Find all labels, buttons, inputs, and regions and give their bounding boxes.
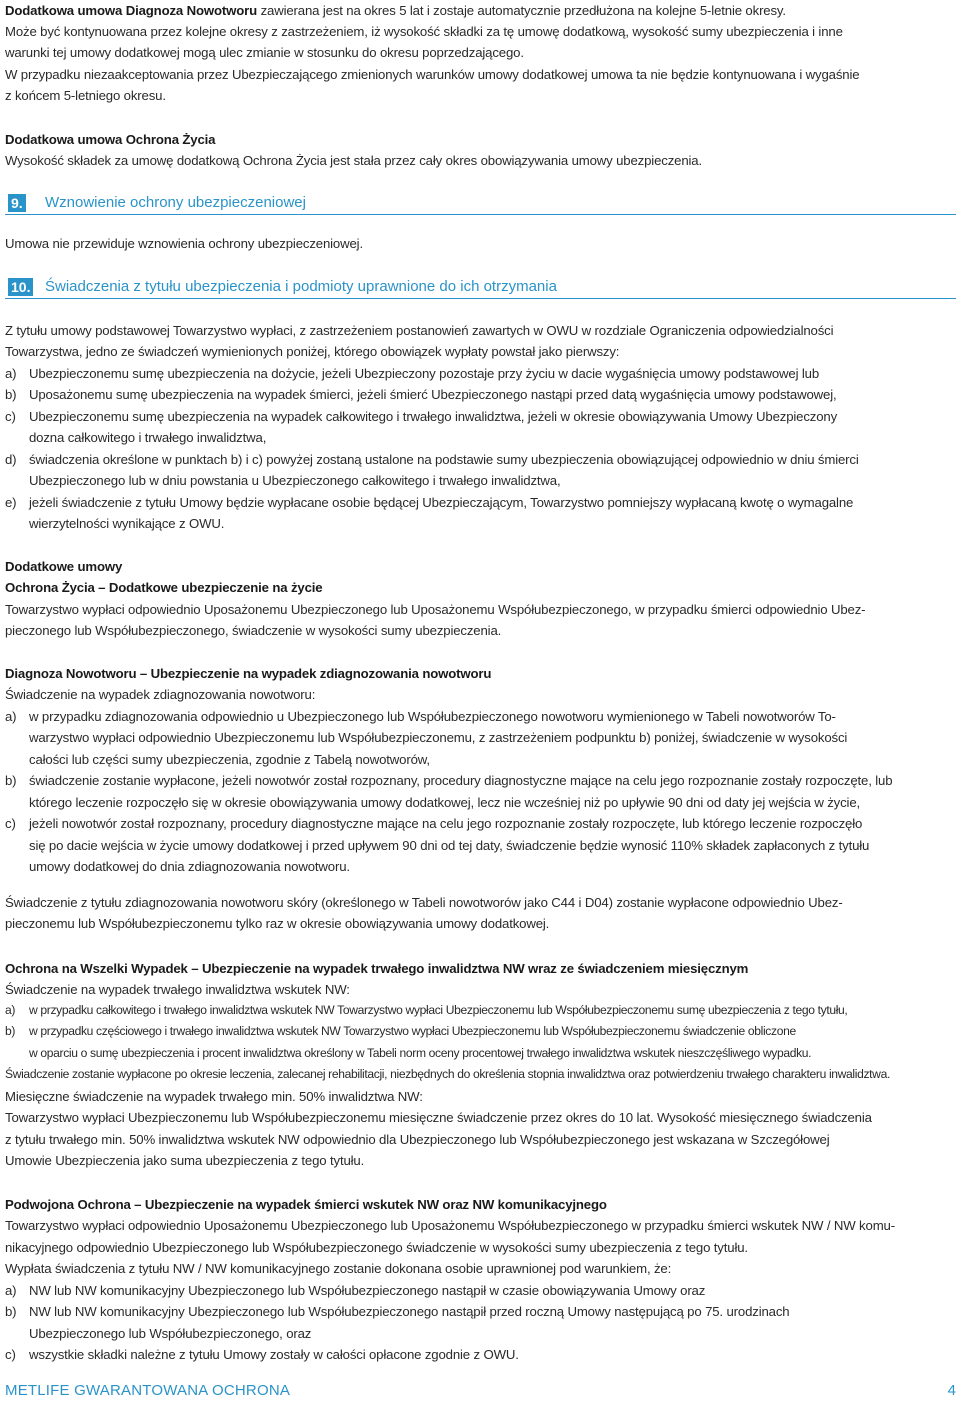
page-number: 4 — [947, 1382, 956, 1399]
text-line: Z tytułu umowy podstawowej Towarzystwo wypłaci, z zastrzeżeniem postanowień zawartych w OWU w rozdziale Ograniczenia odpowiedzialności — [5, 323, 834, 338]
list-text: NW lub NW komunikacyjny Ubezpieczonego lub Współubezpieczonego nastąpił przed roczną Umowy następującą po 75. urodzinach — [29, 1304, 790, 1319]
text-line: pieczonego lub Współubezpieczonego, świadczenie w wysokości sumy ubezpieczenia. — [5, 623, 502, 638]
list-label: d) — [5, 452, 17, 467]
list-label: c) — [5, 409, 16, 424]
dn-renewal-paragraph — [5, 0, 956, 21]
list-label: b) — [5, 773, 17, 788]
text-line: nikacyjnego odpowiednio Ubezpieczonego lub Współubezpieczonego świadczenie w wysokości sumy ubezpieczenia z tego tytułu. — [5, 1240, 748, 1255]
list-item: a) w przypadku całkowitego i trwałego inwalidztwa wskutek NW Towarzystwo wypłaci Ubezpieczonemu lub Współubezpieczonemu sumę ubezpieczenia z tego tytułu, — [5, 1003, 848, 1017]
heading: Podwojona Ochrona – Ubezpieczenie na wypadek śmierci wskutek NW oraz NW komunikacyjnego — [5, 1197, 607, 1212]
list-label: c) — [5, 816, 16, 831]
text-line: Umowie Ubezpieczenia jako suma ubezpieczenia z tego tytułu. — [5, 1153, 365, 1168]
list-continuation: wierzytelności wynikające z OWU. — [29, 516, 225, 531]
list-label: e) — [5, 495, 17, 510]
list-text: Ubezpieczonemu sumę ubezpieczenia na dożycie, jeżeli Ubezpieczony pozostaje przy życiu w dacie wygaśnięcia umowy podstawowej lub — [29, 366, 820, 381]
list-continuation: którego leczenie rozpoczęło się w okresie obowiązywania umowy dodatkowej, lecz nie wcześniej niż po upływie 90 dni od daty jej wejścia w życie, — [29, 795, 861, 810]
list-item: b) w przypadku częściowego i trwałego inwalidztwa wskutek NW Towarzystwo wypłaci Ubezpieczonemu lub Współubezpieczonemu świadczenie obliczone — [5, 1024, 796, 1038]
footer-brand: METLIFE GWARANTOWANA OCHRONA — [5, 1382, 291, 1399]
text-line: z końcem 5-letniego okresu. — [5, 88, 166, 103]
list-item — [5, 492, 956, 513]
list-item: a) NW lub NW komunikacyjny Ubezpieczonego lub Współubezpieczonego nastąpił w czasie obowiązywania Umowy oraz — [5, 1283, 706, 1298]
text-line: Wypłata świadczenia z tytułu NW / NW komunikacyjnego zostanie dokonana osobie uprawnionej pod warunkiem, że: — [5, 1261, 672, 1276]
oz-heading — [5, 577, 956, 598]
text-line: Miesięczne świadczenie na wypadek trwałego min. 50% inwalidztwa NW: — [5, 1089, 423, 1104]
section-number: 9. — [8, 194, 26, 212]
list-item: b) NW lub NW komunikacyjny Ubezpieczonego lub Współubezpieczonego nastąpił przed roczną Umowy następującą po 75. urodzinach — [5, 1304, 790, 1319]
list-text: Uposażonemu sumę ubezpieczenia na wypadek śmierci, jeżeli śmierć Ubezpieczonego nastąpi przed datą wygaśnięcia umowy podstawowej, — [29, 387, 837, 402]
list-item — [5, 384, 956, 405]
list-text: NW lub NW komunikacyjny Ubezpieczonego lub Współubezpieczonego nastąpił w czasie obowiązywania Umowy oraz — [29, 1283, 706, 1298]
additional-heading — [5, 556, 956, 577]
section-title: Świadczenia z tytułu ubezpieczenia i podmioty uprawnione do ich otrzymania — [45, 278, 557, 295]
text-line: zawierana jest na okres 5 lat i zostaje automatycznie przedłużona na kolejne 5-letnie okresy. — [257, 3, 786, 18]
text-line: Towarzystwo wypłaci odpowiednio Uposażonemu Ubezpieczonego lub Uposażonemu Współubezpieczonego w przypadku śmierci wskutek NW / NW komu- — [5, 1218, 895, 1233]
text-line: Towarzystwa, jedno ze świadczeń wymienionych poniżej, którego obowiązek wypłaty powstał jako pierwszy: — [5, 344, 620, 359]
list-text: wszystkie składki należne z tytułu Umowy zostały w całości opłacone zgodnie z OWU. — [29, 1347, 519, 1362]
list-label: b) — [5, 387, 17, 402]
list-item — [5, 363, 956, 384]
text-line: Umowa nie przewiduje wznowienia ochrony ubezpieczeniowej. — [5, 236, 363, 251]
nw-heading — [5, 958, 956, 979]
list-text: Ubezpieczonemu sumę ubezpieczenia na wypadek całkowitego i trwałego inwalidztwa, jeżeli w okresie obowiązywania Umowy Ubezpieczony — [29, 409, 838, 424]
dn-heading — [5, 663, 956, 684]
list-item: c) wszystkie składki należne z tytułu Umowy zostały w całości opłacone zgodnie z OWU. — [5, 1347, 519, 1362]
list-label: a) — [5, 366, 17, 381]
text-line: pieczonemu lub Współubezpieczonemu tylko raz w okresie obowiązywania umowy dodatkowej. — [5, 916, 550, 931]
text-line: Świadczenie z tytułu zdiagnozowania nowotworu skóry (określonego w Tabeli nowotworów jako C44 i D04) zostanie wypłacone odpowiednio Ubez- — [5, 895, 843, 910]
list-label: a) — [5, 709, 17, 724]
text-line: Może być kontynuowana przez kolejne okresy z zastrzeżeniem, iż wysokość składki za tę umowę dodatkową, wysokość sumy ubezpieczenia i inne — [5, 24, 843, 39]
section-9-header — [5, 192, 956, 215]
text-line: Wysokość składek za umowę dodatkową Ochrona Życia jest stała przez cały okres obowiązywania umowy ubezpieczenia. — [5, 153, 702, 168]
list-continuation: w oparciu o sumę ubezpieczenia i procent inwalidztwa określony w Tabeli norm oceny procentowej trwałego inwalidztwa wskutek nieszczęśliwego wypadku. — [29, 1046, 812, 1060]
heading: Ochrona Życia – Dodatkowe ubezpieczenie na życie — [5, 580, 323, 595]
list-continuation: się po dacie wejścia w życie umowy dodatkowej i przed upływem 90 dni od tej daty, świadczenie będzie wynosić 110% składek zapłaconych z tytułu — [29, 838, 870, 853]
list-item — [5, 706, 956, 727]
list-item — [5, 449, 956, 470]
list-continuation: umowy dodatkowej do dnia zdiagnozowania nowotworu. — [29, 859, 350, 874]
heading: Dodatkowa umowa Ochrona Życia — [5, 132, 216, 147]
text-line: warunki tej umowy dodatkowej mogą ulec zmianie w stosunku do okresu poprzedzającego. — [5, 45, 524, 60]
list-item — [5, 813, 956, 834]
dn-renewal-title: Dodatkowa umowa Diagnoza Nowotworu — [5, 3, 258, 18]
list-continuation: Ubezpieczonego lub Współubezpieczonego, oraz — [29, 1326, 312, 1341]
text-line: Świadczenie na wypadek zdiagnozowania nowotworu: — [5, 687, 316, 702]
po-heading — [5, 1194, 956, 1215]
section-number: 10. — [8, 278, 33, 296]
list-continuation: Ubezpieczonego lub w dniu powstania u Ubezpieczonego całkowitego i trwałego inwalidztwa, — [29, 473, 561, 488]
list-text: w przypadku częściowego i trwałego inwalidztwa wskutek NW Towarzystwo wypłaci Ubezpieczonemu lub Współubezpieczonemu świadczenie obliczone — [29, 1024, 796, 1038]
list-text: świadczenia określone w punktach b) i c) powyżej zostaną ustalone na podstawie sumy ubezpieczenia obowiązującej odpowiednio w dniu śmierci — [29, 452, 859, 467]
list-text: w przypadku całkowitego i trwałego inwalidztwa wskutek NW Towarzystwo wypłaci Ubezpieczonemu lub Współubezpieczonemu sumę ubezpieczenia z tego tytułu, — [29, 1003, 848, 1017]
oz-title — [5, 129, 956, 150]
heading: Dodatkowe umowy — [5, 559, 123, 574]
list-item — [5, 770, 956, 791]
text-line: W przypadku niezaakceptowania przez Ubezpieczającego zmienionych warunków umowy dodatkowej umowa ta nie będzie kontynuowana i wygaśnie — [5, 67, 860, 82]
text-line: Świadczenie zostanie wypłacone po okresie leczenia, zalecanej rehabilitacji, niezbędnych do określenia stopnia inwalidztwa oraz potwierdzeniu trwałego charakteru inwalidztwa. — [5, 1067, 890, 1081]
heading: Diagnoza Nowotworu – Ubezpieczenie na wypadek zdiagnozowania nowotworu — [5, 666, 492, 681]
list-item — [5, 406, 956, 427]
list-continuation: całości lub części sumy ubezpieczenia, zgodnie z Tabelą nowotworów, — [29, 752, 430, 767]
text-line: Towarzystwo wypłaci Ubezpieczonemu lub Współubezpieczonemu miesięczne świadczenie przez okres do 10 lat. Wysokość miesięcznego świadczenia — [5, 1110, 872, 1125]
list-continuation: warzystwo wypłaci odpowiednio Ubezpieczonemu lub Współubezpieczonemu, z zastrzeżeniem podpunktu b) poniżej, świadczenie w wysokości — [29, 730, 848, 745]
list-continuation: dozna całkowitego i trwałego inwalidztwa, — [29, 430, 267, 445]
list-text: jeżeli nowotwór został rozpoznany, procedury diagnostyczne mające na celu jego rozpoznanie zostały rozpoczęte, lub którego leczenie rozpoczęło — [29, 816, 863, 831]
text-line: Towarzystwo wypłaci odpowiednio Uposażonemu Ubezpieczonego lub Uposażonemu Współubezpieczonego, w przypadku śmierci odpowiednio Ubez- — [5, 602, 866, 617]
section-title: Wznowienie ochrony ubezpieczeniowej — [45, 194, 306, 211]
list-text: świadczenie zostanie wypłacone, jeżeli nowotwór został rozpoznany, procedury diagnostyczne mające na celu jego rozpoznanie zostały rozpoczęte, lub — [29, 773, 893, 788]
section-10-header — [5, 276, 956, 299]
heading: Ochrona na Wszelki Wypadek – Ubezpieczenie na wypadek trwałego inwalidztwa NW wraz ze świadczeniem miesięcznym — [5, 961, 749, 976]
text-line: Świadczenie na wypadek trwałego inwalidztwa wskutek NW: — [5, 982, 350, 997]
list-text: w przypadku zdiagnozowania odpowiednio u Ubezpieczonego lub Współubezpieczonego nowotworu wymienionego w Tabeli nowotworów To- — [29, 709, 836, 724]
text-line: z tytułu trwałego min. 50% inwalidztwa wskutek NW odpowiednio dla Ubezpieczonego lub Współubezpieczonego jest wskazana w Szczegółowej — [5, 1132, 830, 1147]
list-text: jeżeli świadczenie z tytułu Umowy będzie wypłacane osobie będącej Ubezpieczającym, Towarzystwo pomniejszy wypłacaną kwotę o wymagalne — [29, 495, 854, 510]
